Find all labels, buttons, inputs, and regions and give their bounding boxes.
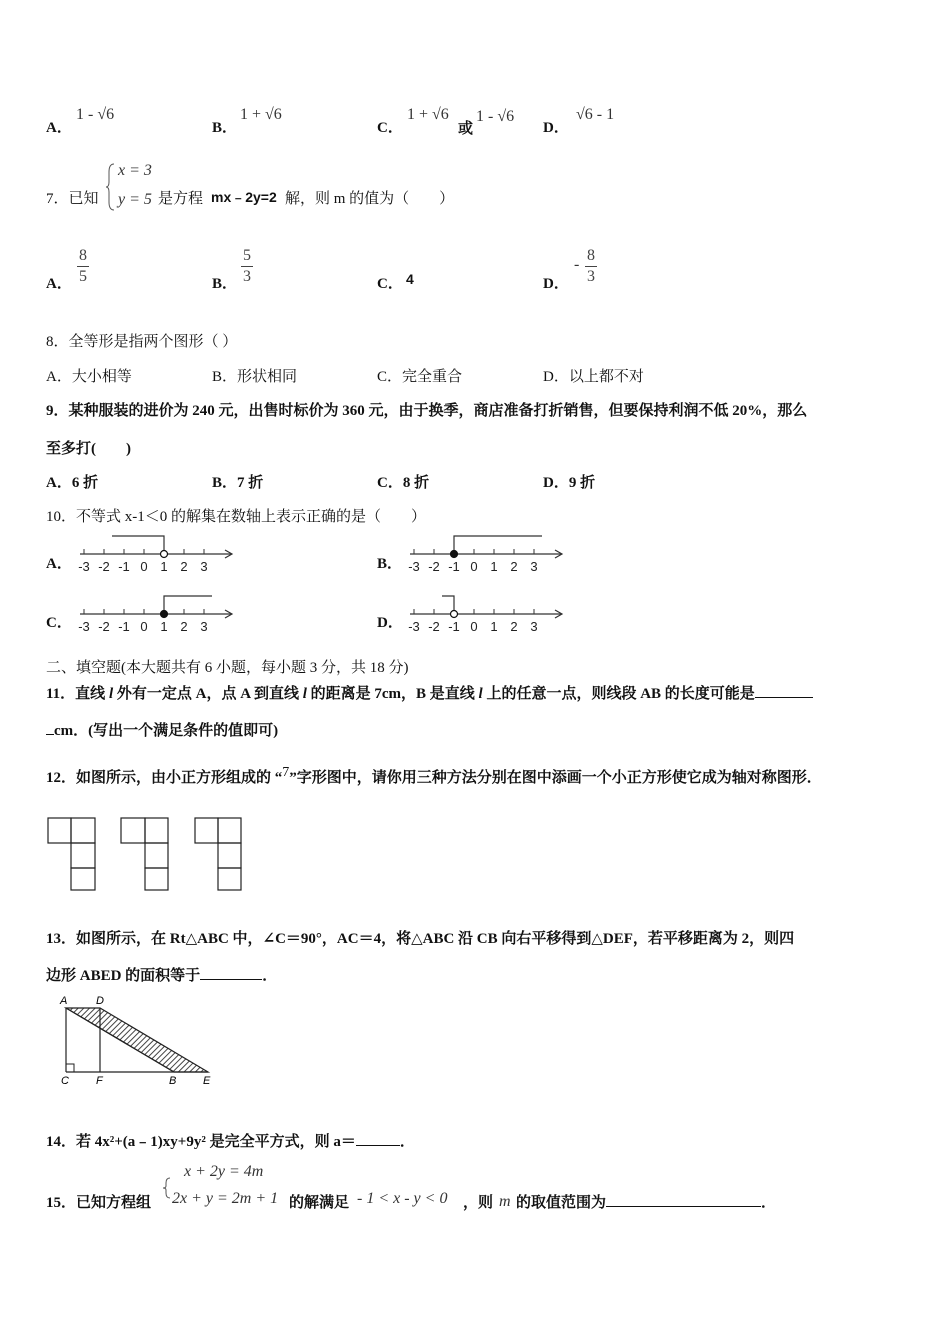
q12-glyph: 7 [282,765,290,780]
q7-option-d-letter: D． [543,276,569,292]
q11-text-a: 11．直线 [46,686,109,702]
q7-option-b-num: 5 [241,246,253,267]
q15-mid2: ，则 [463,1195,494,1211]
q13-label-c: C [61,1075,69,1087]
q12-fig2-cell-4 [145,868,168,890]
solution-ray [164,596,212,614]
q8-option-c: C．完全重合 [377,369,463,385]
tick-label: -3 [78,619,90,634]
q12-fig1-cell-3 [71,843,95,868]
q8-option-d: D．以上都不对 [543,369,644,385]
q12-text-a: 12．如图所示，由小正方形组成的 “ [46,770,283,786]
q13-shaded-abed [66,1008,208,1072]
tick-label: 0 [470,559,478,574]
q7-suffix: 解，则 m 的值为（ ） [285,191,455,207]
q7-equation: mx﹣2y=2 [211,189,277,205]
q11-l3: l [478,686,483,702]
q7-option-c-value: 4 [406,271,414,287]
q15-system-brace [162,1176,172,1200]
q9-line1: 9．某种服装的进价为 240 元，出售时标价为 360 元，由于换季，商店准备打折销售，但要保持利润不低 20%，那么 [46,403,808,419]
q15-suffix-wrap [516,1191,776,1212]
q7-middle: 是方程 [158,191,204,207]
q7-option-d-num: 8 [585,246,597,267]
q10-number-line-b [400,530,570,576]
q7-option-b-fraction [241,246,253,287]
q12-text-b: ”字形图中，请你用三种方法分别在图中添画一个小正方形使它成为轴对称图形． [289,770,822,786]
q13-label-b: B [169,1075,177,1087]
q11-text-b: 外有一定点 A，点 A 到直线 [113,686,303,702]
tick-label: 0 [140,619,148,634]
tick-label: -2 [428,619,440,634]
q12-line [46,765,822,787]
solution-ray [454,536,542,554]
q15-middle: 的解满足 [289,1195,350,1211]
open-point [451,611,458,618]
q6-option-c-letter: C． [377,120,403,136]
q13-line2: 边形 ABED 的面积等于 [46,968,201,984]
q12-fig2-cell-1 [121,818,145,843]
q7-system-brace [106,162,116,212]
tick-label: 1 [490,559,498,574]
q6-option-a-expr: 1 - √6 [76,106,115,123]
q13-answer-blank[interactable] [200,965,262,980]
tick-label: 2 [510,559,518,574]
tick-label: 1 [160,619,168,634]
q13-segment-ab [66,1008,174,1072]
q11-l1: l [108,686,114,702]
q6-option-d-expr: √6 - 1 [576,106,615,123]
q8-option-b: B．形状相同 [212,369,298,385]
tick-label: -1 [448,559,460,574]
q7-system-eq2: y = 5 [118,191,152,208]
q15-suffix: 的取值范围为 [516,1195,607,1211]
q7-option-a-letter: A． [46,276,72,292]
q10-stem: 10．不等式 x-1＜0 的解集在数轴上表示正确的是（ ） [46,509,426,525]
q10-label-d: D． [377,615,403,631]
tick-label: -3 [408,619,420,634]
q14-line [46,1130,415,1151]
q10-label-a: A． [46,556,72,572]
q12-fig2-cell-2 [145,818,168,843]
q12-figure-1 [48,818,95,890]
q10-number-line-a [70,530,240,576]
q13-label-d: D [96,995,104,1007]
tick-label: -2 [98,559,110,574]
q13-label-a: A [60,995,68,1007]
q7-option-a-fraction [77,246,89,287]
q7-system-eq1: x = 3 [118,162,152,179]
q6-option-c-connector: 或 [458,121,474,137]
q14-end: ． [399,1134,415,1150]
q12-fig3-cell-3 [218,843,241,868]
q13-figure [52,994,222,1089]
q6-option-c-expr2: 1 - √6 [476,108,515,125]
q9-line2: 至多打( ) [46,441,131,457]
q9-option-d: D．9 折 [543,475,596,491]
q10-number-line-c [70,590,240,636]
q7-option-c-letter: C． [377,276,403,292]
q12-fig1-cell-4 [71,868,95,890]
q12-fig2-cell-3 [145,843,168,868]
section2-title: 二、填空题(本大题共有 6 小题，每小题 3 分，共 18 分) [46,660,409,676]
q9-option-a: A．6 折 [46,475,99,491]
q12-fig3-cell-1 [195,818,218,843]
tick-label: 2 [180,559,188,574]
q10-label-b: B． [377,556,403,572]
q11-answer-blank-1[interactable] [755,683,813,698]
q15-answer-blank[interactable] [606,1192,761,1207]
q6-option-b-letter: B． [212,120,238,136]
q10-number-line-d [400,590,570,636]
q7-option-b-letter: B． [212,276,238,292]
tick-label: 3 [530,619,538,634]
q13-line1: 13．如图所示，在 Rt△ABC 中，∠C＝90°，AC＝4，将△ABC 沿 CB 向右平移得到△DEF，若平移距离为 2，则四 [46,931,795,947]
q11-line1 [46,682,813,703]
q13-label-f: F [96,1075,103,1087]
open-point [161,551,168,558]
tick-label: -3 [408,559,420,574]
q8-stem: 8．全等形是指两个图形（ ） [46,334,238,350]
q11-line2: cm．(写出一个满足条件的值即可) [54,723,279,739]
q6-option-a-letter: A． [46,120,72,136]
tick-label: 3 [530,559,538,574]
q15-prefix: 15．已知方程组 [46,1195,152,1211]
q13-right-angle-mark [66,1064,74,1072]
q15-condition: - 1 < x - y < 0 [357,1190,448,1207]
closed-point [161,611,168,618]
q7-option-d-fraction [585,246,597,287]
q10-label-c: C． [46,615,72,631]
tick-label: -2 [98,619,110,634]
q9-option-c: C．8 折 [377,475,430,491]
q11-text-c: 的距离是 7cm，B 是直线 [306,686,479,702]
q11-text-d: 上的任意一点，则线段 AB 的长度可能是 [482,686,755,702]
q12-figures [40,812,260,894]
q15-end: ． [761,1195,777,1211]
q13-label-e: E [203,1075,211,1087]
q11-line2-wrap [46,719,278,740]
tick-label: -2 [428,559,440,574]
tick-label: 0 [140,559,148,574]
closed-point [451,551,458,558]
q12-fig1-cell-2 [71,818,95,843]
q12-figure-3 [195,818,241,890]
tick-label: 1 [160,559,168,574]
q6-option-b-expr: 1 + √6 [240,106,282,123]
q7-option-a-num: 8 [77,246,89,267]
tick-label: 2 [180,619,188,634]
tick-label: -1 [118,619,130,634]
tick-label: -1 [448,619,460,634]
q11-l2: l [302,686,307,702]
q15-var: m [499,1193,511,1210]
q11-answer-blank-2[interactable] [46,720,54,735]
tick-label: 2 [510,619,518,634]
tick-label: 1 [490,619,498,634]
q14-answer-blank[interactable] [356,1131,400,1146]
q7-option-b-den: 3 [243,268,251,285]
q6-option-c-expr: 1 + √6 [407,106,449,123]
tick-label: 0 [470,619,478,634]
q12-fig3-cell-2 [218,818,241,843]
q13-line2-end: ． [262,968,278,984]
q7-option-d-den: 3 [587,268,595,285]
q15-system-eq1: x + 2y = 4m [184,1163,264,1180]
q6-option-d-letter: D． [543,120,569,136]
q15-system-eq2: 2x + y = 2m + 1 [172,1190,279,1207]
tick-label: 3 [200,559,208,574]
q7-option-a-den: 5 [79,268,87,285]
solution-ray [112,536,164,554]
q9-option-b: B．7 折 [212,475,264,491]
q12-fig3-cell-4 [218,868,241,890]
q7-option-d-sign: - [574,256,580,273]
q7-prefix: 7．已知 [46,191,99,207]
q12-figure-2 [121,818,168,890]
tick-label: -1 [118,559,130,574]
q14-text: 14．若 4x²+(a﹣1)xy+9y² 是完全平方式，则 a＝ [46,1134,356,1150]
q13-line2-wrap [46,964,277,985]
q8-option-a: A．大小相等 [46,369,132,385]
tick-label: -3 [78,559,90,574]
tick-label: 3 [200,619,208,634]
q12-fig1-cell-1 [48,818,71,843]
